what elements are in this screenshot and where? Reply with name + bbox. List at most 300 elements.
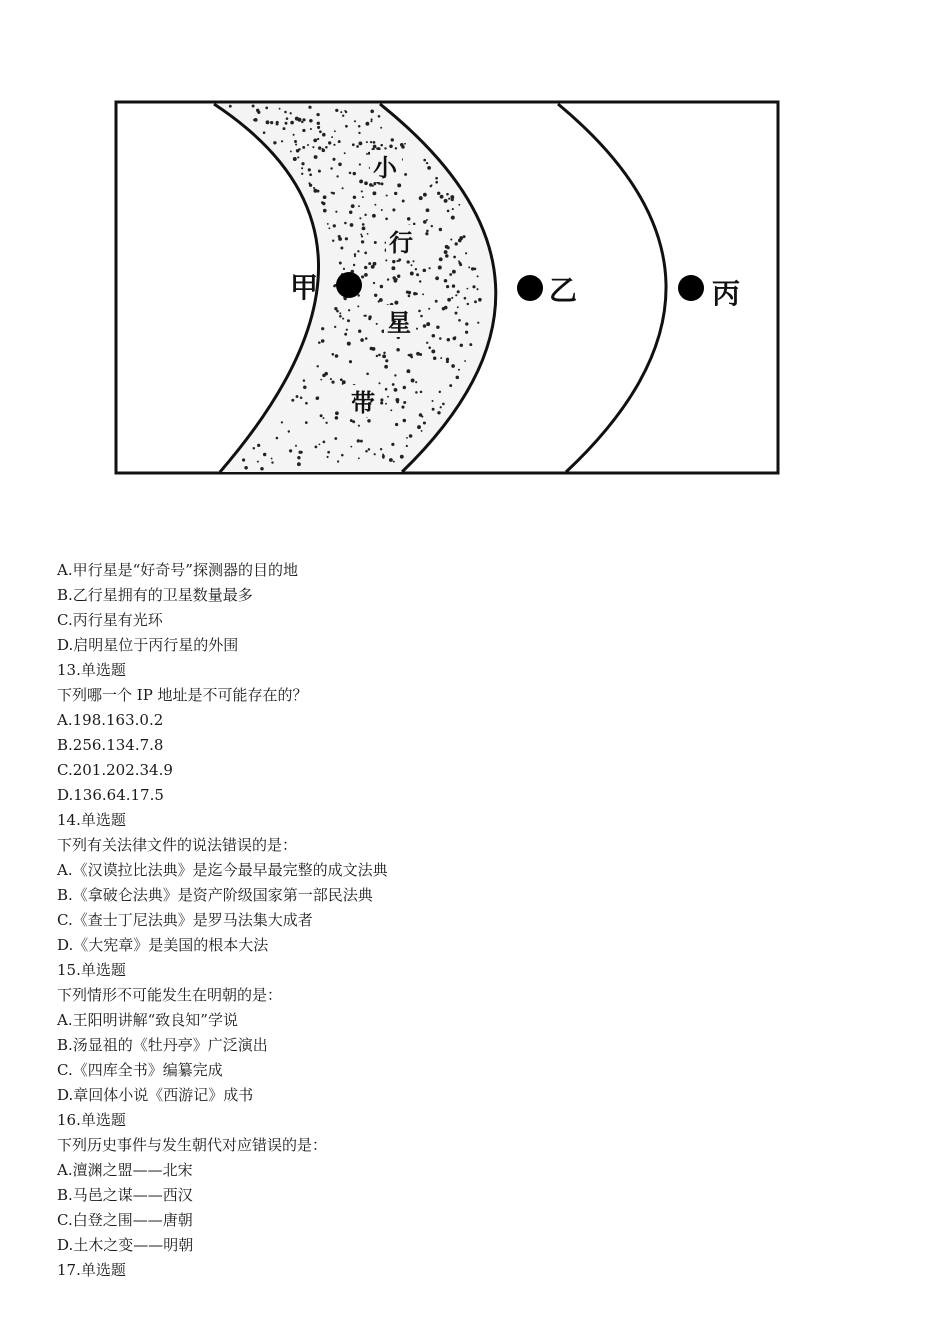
asteroid-dot bbox=[343, 268, 345, 270]
asteroid-dot bbox=[478, 298, 482, 302]
asteroid-dot bbox=[362, 223, 365, 226]
q14-option-a: A.《汉谟拉比法典》是迄今最早最完整的成文法典 bbox=[57, 861, 388, 879]
asteroid-dot bbox=[391, 138, 394, 141]
asteroid-dot bbox=[467, 303, 469, 305]
asteroid-dot bbox=[344, 222, 347, 225]
asteroid-dot bbox=[359, 217, 361, 219]
asteroid-dot bbox=[458, 239, 462, 243]
asteroid-dot bbox=[435, 177, 438, 180]
asteroid-dot bbox=[361, 240, 364, 243]
asteroid-dot bbox=[370, 109, 374, 113]
asteroid-dot bbox=[263, 131, 266, 134]
asteroid-dot bbox=[372, 185, 374, 187]
asteroid-dot bbox=[257, 461, 259, 463]
asteroid-dot bbox=[358, 205, 360, 207]
q13-header: 13.单选题 bbox=[57, 661, 126, 679]
asteroid-dot bbox=[365, 450, 368, 453]
asteroid-dot bbox=[455, 242, 458, 245]
asteroid-dot bbox=[357, 305, 359, 307]
q16-option-c: C.白登之围——唐朝 bbox=[57, 1211, 193, 1229]
asteroid-dot bbox=[347, 319, 350, 322]
asteroid-dot bbox=[353, 172, 356, 175]
asteroid-dot bbox=[477, 322, 479, 324]
asteroid-dot bbox=[305, 421, 308, 424]
asteroid-dot bbox=[374, 453, 376, 455]
asteroid-dot bbox=[397, 183, 401, 187]
asteroid-dot bbox=[352, 143, 355, 146]
q16-option-a: A.澶渊之盟——北宋 bbox=[57, 1161, 193, 1179]
asteroid-dot bbox=[366, 153, 368, 155]
asteroid-dot bbox=[437, 192, 440, 195]
asteroid-dot bbox=[362, 196, 364, 198]
asteroid-dot bbox=[419, 196, 423, 200]
asteroid-dot bbox=[438, 266, 442, 270]
asteroid-dot bbox=[332, 240, 334, 242]
asteroid-dot bbox=[378, 115, 381, 118]
asteroid-dot bbox=[301, 167, 303, 169]
asteroid-dot bbox=[373, 262, 377, 266]
asteroid-dot bbox=[389, 458, 393, 462]
asteroid-dot bbox=[396, 348, 400, 352]
asteroid-dot bbox=[374, 204, 376, 206]
asteroid-dot bbox=[335, 354, 339, 358]
asteroid-dot bbox=[376, 355, 378, 357]
asteroid-dot bbox=[244, 466, 248, 470]
q16-header: 16.单选题 bbox=[57, 1111, 126, 1129]
asteroid-dot bbox=[283, 127, 286, 130]
asteroid-dot bbox=[403, 419, 407, 423]
asteroid-dot bbox=[432, 408, 435, 411]
asteroid-dot bbox=[366, 373, 369, 376]
asteroid-dot bbox=[316, 397, 320, 401]
asteroid-dot bbox=[298, 451, 301, 454]
asteroid-dot bbox=[260, 467, 264, 471]
asteroid-dot bbox=[445, 254, 449, 258]
asteroid-dot bbox=[436, 326, 439, 329]
asteroid-dot bbox=[403, 386, 406, 389]
asteroid-dot bbox=[364, 273, 368, 277]
asteroid-dot bbox=[362, 226, 366, 230]
asteroid-dot bbox=[374, 241, 377, 244]
asteroid-dot bbox=[320, 414, 323, 417]
asteroid-dot bbox=[421, 416, 423, 418]
asteroid-dot bbox=[332, 192, 335, 195]
asteroid-dot bbox=[361, 190, 363, 192]
asteroid-dot bbox=[353, 264, 355, 266]
asteroid-dot bbox=[357, 250, 359, 252]
asteroid-dot bbox=[407, 260, 410, 263]
asteroid-dot bbox=[366, 141, 368, 143]
q15-option-b: B.汤显祖的《牡丹亭》广泛演出 bbox=[57, 1036, 268, 1054]
q14-option-b: B.《拿破仑法典》是资产阶级国家第一部民法典 bbox=[57, 886, 373, 904]
asteroid-dot bbox=[321, 327, 324, 330]
q15-header: 15.单选题 bbox=[57, 961, 126, 979]
asteroid-dot bbox=[302, 146, 305, 149]
asteroid-dot bbox=[384, 147, 386, 149]
asteroid-dot bbox=[342, 187, 344, 189]
asteroid-dot bbox=[380, 285, 384, 289]
asteroid-dot bbox=[431, 349, 435, 353]
asteroid-dot bbox=[305, 402, 308, 405]
asteroid-dot bbox=[446, 285, 449, 288]
asteroid-dot bbox=[426, 322, 430, 326]
asteroid-dot bbox=[301, 173, 303, 175]
asteroid-dot bbox=[301, 121, 303, 123]
q16-option-b: B.马邑之谋——西汉 bbox=[57, 1186, 193, 1204]
q14-option-c: C.《查士丁尼法典》是罗马法集大成者 bbox=[57, 911, 313, 929]
asteroid-dot bbox=[368, 448, 371, 451]
asteroid-dot bbox=[359, 163, 361, 165]
asteroid-dot bbox=[346, 329, 348, 331]
asteroid-dot bbox=[420, 391, 423, 394]
asteroid-dot bbox=[410, 272, 414, 276]
asteroid-dot bbox=[423, 193, 427, 197]
asteroid-dot bbox=[452, 270, 456, 274]
asteroid-dot bbox=[276, 123, 279, 126]
asteroid-dot bbox=[446, 193, 449, 196]
asteroid-dot bbox=[390, 409, 392, 411]
q17-header: 17.单选题 bbox=[57, 1261, 126, 1279]
asteroid-dot bbox=[303, 386, 307, 390]
asteroid-dot bbox=[360, 338, 364, 342]
asteroid-dot bbox=[315, 446, 318, 449]
asteroid-dot bbox=[456, 376, 460, 380]
asteroid-dot bbox=[325, 146, 328, 149]
asteroid-dot bbox=[363, 315, 365, 317]
asteroid-dot bbox=[423, 220, 427, 224]
asteroid-dot bbox=[391, 266, 395, 270]
asteroid-dot bbox=[288, 430, 290, 432]
asteroid-dot bbox=[395, 147, 397, 149]
asteroid-dot bbox=[433, 356, 437, 360]
asteroid-dot bbox=[415, 381, 417, 383]
asteroid-dot bbox=[450, 195, 454, 199]
asteroid-dot bbox=[253, 447, 256, 450]
asteroid-dot bbox=[360, 440, 363, 443]
asteroid-dot bbox=[373, 145, 377, 149]
asteroid-dot bbox=[371, 118, 373, 120]
asteroid-dot bbox=[426, 208, 430, 212]
asteroid-dot bbox=[468, 266, 470, 268]
asteroid-dot bbox=[257, 444, 260, 447]
asteroid-dot bbox=[318, 341, 321, 344]
asteroid-dot bbox=[265, 107, 268, 110]
q15-option-c: C.《四库全书》编纂完成 bbox=[57, 1061, 223, 1079]
asteroid-dot bbox=[463, 235, 466, 238]
asteroid-dot bbox=[358, 457, 360, 459]
asteroid-dot bbox=[339, 315, 342, 318]
asteroid-dot bbox=[426, 162, 428, 164]
asteroid-dot bbox=[406, 445, 408, 447]
asteroid-dot bbox=[364, 181, 368, 185]
asteroid-dot bbox=[455, 312, 458, 315]
planet-yi-label: 乙 bbox=[549, 274, 578, 307]
asteroid-dot bbox=[339, 262, 342, 265]
asteroid-dot bbox=[349, 360, 352, 363]
q12-option-c: C.丙行星有光环 bbox=[57, 611, 163, 629]
asteroid-dot bbox=[404, 143, 406, 145]
asteroid-dot bbox=[444, 306, 448, 310]
asteroid-dot bbox=[345, 125, 348, 128]
asteroid-dot bbox=[295, 117, 299, 121]
asteroid-dot bbox=[333, 224, 336, 227]
asteroid-dot bbox=[423, 324, 427, 328]
q15-option-d: D.章回体小说《西游记》成书 bbox=[57, 1086, 254, 1104]
asteroid-dot bbox=[415, 268, 417, 270]
asteroid-dot bbox=[290, 121, 294, 125]
asteroid-dot bbox=[435, 276, 439, 280]
asteroid-dot bbox=[357, 439, 360, 442]
asteroid-dot bbox=[317, 122, 320, 125]
asteroid-dot bbox=[328, 227, 330, 229]
asteroid-dot bbox=[356, 145, 359, 148]
asteroid-dot bbox=[406, 369, 410, 373]
asteroid-dot bbox=[465, 331, 468, 334]
asteroid-dot bbox=[353, 196, 356, 199]
planet-jia-label: 甲 bbox=[290, 271, 319, 304]
asteroid-dot bbox=[276, 437, 279, 440]
belt-label-char-2: 行 bbox=[389, 229, 413, 257]
asteroid-dot bbox=[354, 255, 356, 257]
asteroid-dot bbox=[364, 252, 367, 255]
asteroid-dot bbox=[383, 352, 385, 354]
asteroid-dot bbox=[464, 360, 466, 362]
asteroid-dot bbox=[381, 182, 384, 185]
asteroid-dot bbox=[333, 285, 336, 288]
asteroid-dot bbox=[323, 441, 326, 444]
asteroid-dot bbox=[464, 297, 467, 300]
asteroid-dot bbox=[319, 130, 322, 133]
asteroid-dot bbox=[340, 111, 342, 113]
asteroid-dot bbox=[327, 456, 329, 458]
asteroid-dot bbox=[449, 384, 452, 387]
asteroid-dot bbox=[354, 120, 356, 122]
asteroid-dot bbox=[323, 209, 327, 213]
asteroid-dot bbox=[338, 140, 341, 143]
asteroid-dot bbox=[358, 330, 361, 333]
asteroid-dot bbox=[392, 276, 395, 279]
asteroid-dot bbox=[428, 308, 430, 310]
asteroid-dot bbox=[382, 455, 385, 458]
asteroid-dot bbox=[395, 423, 398, 426]
q16-stem: 下列历史事件与发生朝代对应错误的是： bbox=[57, 1136, 328, 1154]
asteroid-dot bbox=[370, 120, 372, 122]
asteroid-dot bbox=[439, 257, 443, 261]
asteroid-dot bbox=[474, 300, 477, 303]
asteroid-dot bbox=[313, 187, 315, 189]
asteroid-dot bbox=[271, 461, 273, 463]
asteroid-dot bbox=[376, 323, 378, 325]
asteroid-dot bbox=[263, 453, 266, 456]
asteroid-dot bbox=[271, 458, 273, 460]
asteroid-dot bbox=[367, 419, 370, 422]
asteroid-dot bbox=[345, 111, 347, 113]
asteroid-dot bbox=[380, 398, 383, 401]
asteroid-dot bbox=[324, 372, 328, 376]
asteroid-dot bbox=[422, 293, 424, 295]
asteroid-dot bbox=[411, 379, 415, 383]
asteroid-dot bbox=[358, 125, 361, 128]
asteroid-dot bbox=[413, 292, 416, 295]
asteroid-dot bbox=[428, 267, 430, 269]
asteroid-dot bbox=[442, 403, 445, 406]
asteroid-dot bbox=[341, 454, 344, 457]
asteroid-dot bbox=[458, 204, 460, 206]
asteroid-dot bbox=[423, 421, 426, 424]
asteroid-dot bbox=[332, 158, 335, 161]
asteroid-dot bbox=[295, 143, 297, 145]
asteroid-dot bbox=[381, 209, 383, 211]
asteroid-dot bbox=[396, 400, 399, 403]
asteroid-dot bbox=[394, 388, 398, 392]
asteroid-dot bbox=[448, 198, 450, 200]
asteroid-dot bbox=[365, 337, 368, 340]
asteroid-dot bbox=[328, 141, 331, 144]
asteroid-dot bbox=[293, 157, 297, 161]
asteroid-dot bbox=[373, 282, 375, 284]
asteroid-dot bbox=[342, 115, 344, 117]
asteroid-dot bbox=[385, 359, 388, 362]
asteroid-dot bbox=[334, 437, 337, 440]
q13-option-d: D.136.64.17.5 bbox=[57, 786, 164, 804]
asteroid-dot bbox=[403, 401, 406, 404]
asteroid-dot bbox=[342, 383, 344, 385]
asteroid-dot bbox=[380, 127, 382, 129]
asteroid-dot bbox=[447, 338, 450, 341]
asteroid-dot bbox=[440, 406, 442, 408]
asteroid-dot bbox=[406, 291, 409, 294]
asteroid-dot bbox=[229, 105, 232, 108]
belt-label-char-4: 带 bbox=[351, 389, 375, 417]
asteroid-dot bbox=[335, 109, 338, 112]
asteroid-dot bbox=[253, 118, 256, 121]
asteroid-dot bbox=[347, 342, 351, 346]
asteroid-dot bbox=[308, 106, 311, 109]
asteroid-dot bbox=[303, 379, 305, 381]
q16-option-d: D.土木之变——明朝 bbox=[57, 1236, 194, 1254]
asteroid-dot bbox=[345, 237, 348, 240]
asteroid-dot bbox=[404, 173, 407, 176]
asteroid-dot bbox=[458, 319, 461, 322]
asteroid-dot bbox=[350, 419, 353, 422]
asteroid-dot bbox=[466, 288, 468, 290]
belt-label-char-1: 小 bbox=[373, 154, 397, 182]
asteroid-dot bbox=[380, 401, 383, 404]
q13-option-b: B.256.134.7.8 bbox=[57, 736, 164, 754]
asteroid-dot bbox=[301, 162, 304, 165]
asteroid-dot bbox=[331, 136, 333, 138]
asteroid-dot bbox=[385, 388, 388, 391]
asteroid-dot bbox=[332, 353, 335, 356]
asteroid-dot bbox=[423, 269, 427, 273]
asteroid-dot bbox=[323, 417, 325, 419]
asteroid-dot bbox=[407, 217, 410, 220]
asteroid-dot bbox=[321, 339, 325, 343]
asteroid-dot bbox=[419, 280, 421, 282]
asteroid-dot bbox=[431, 225, 433, 227]
asteroid-dot bbox=[291, 399, 294, 402]
asteroid-dot bbox=[325, 422, 327, 424]
asteroid-dot bbox=[378, 382, 380, 384]
asteroid-dot bbox=[396, 278, 398, 280]
asteroid-dot bbox=[351, 204, 355, 208]
asteroid-dot bbox=[319, 444, 321, 446]
planet-yi bbox=[517, 275, 543, 301]
asteroid-dot bbox=[454, 336, 456, 338]
asteroid-dot bbox=[401, 406, 404, 409]
asteroid-dot bbox=[314, 155, 318, 159]
asteroid-dot bbox=[327, 451, 330, 454]
asteroid-dot bbox=[432, 400, 434, 402]
q13-stem: 下列哪一个 IP 地址是不可能存在的？ bbox=[57, 686, 308, 704]
asteroid-dot bbox=[397, 275, 400, 278]
asteroid-dot bbox=[273, 141, 276, 144]
asteroid-dot bbox=[359, 179, 363, 183]
asteroid-dot bbox=[270, 121, 273, 124]
asteroid-dot bbox=[302, 129, 305, 132]
asteroid-dot bbox=[281, 140, 283, 142]
q14-header: 14.单选题 bbox=[57, 811, 126, 829]
asteroid-dot bbox=[379, 298, 383, 302]
asteroid-dot bbox=[431, 184, 433, 186]
asteroid-dot bbox=[364, 266, 367, 269]
asteroid-dot bbox=[281, 421, 283, 423]
asteroid-dot bbox=[350, 446, 352, 448]
asteroid-dot bbox=[361, 235, 363, 237]
asteroid-dot bbox=[338, 162, 342, 166]
asteroid-dot bbox=[317, 126, 320, 129]
asteroid-dot bbox=[370, 141, 372, 143]
q14-option-d: D.《大宪章》是美国的根本大法 bbox=[57, 936, 269, 954]
asteroid-dot bbox=[450, 238, 452, 240]
asteroid-dot bbox=[413, 223, 416, 226]
asteroid-dot bbox=[317, 138, 319, 140]
asteroid-dot bbox=[297, 462, 301, 466]
asteroid-dot bbox=[457, 306, 459, 308]
asteroid-dot bbox=[476, 288, 478, 290]
asteroid-dot bbox=[316, 113, 319, 116]
asteroid-dot bbox=[295, 445, 297, 447]
planet-bing bbox=[678, 275, 704, 301]
asteroid-dot bbox=[406, 437, 408, 439]
asteroid-dot bbox=[349, 210, 353, 214]
belt-label-char-3: 星 bbox=[387, 309, 411, 337]
asteroid-dot bbox=[411, 264, 413, 266]
asteroid-dot bbox=[313, 189, 317, 193]
asteroid-dot bbox=[460, 344, 463, 347]
q12-option-d: D.启明星位于丙行星的外围 bbox=[57, 636, 239, 654]
asteroid-dot bbox=[451, 297, 453, 299]
asteroid-dot bbox=[360, 233, 362, 235]
asteroid-dot bbox=[444, 199, 448, 203]
asteroid-dot bbox=[310, 128, 312, 130]
asteroid-dot bbox=[385, 403, 387, 405]
asteroid-dot bbox=[372, 214, 376, 218]
asteroid-dot bbox=[318, 146, 321, 149]
asteroid-dot bbox=[385, 217, 388, 220]
asteroid-dot bbox=[358, 132, 360, 134]
asteroid-dot bbox=[389, 145, 393, 149]
asteroid-dot bbox=[252, 105, 255, 108]
asteroid-dot bbox=[451, 216, 455, 220]
asteroid-dot bbox=[335, 411, 339, 415]
asteroid-dot bbox=[321, 201, 324, 204]
asteroid-dot bbox=[393, 461, 395, 463]
asteroid-dot bbox=[312, 146, 314, 148]
asteroid-dot bbox=[309, 119, 313, 123]
asteroid-dot bbox=[387, 396, 389, 398]
asteroid-dot bbox=[327, 223, 329, 225]
